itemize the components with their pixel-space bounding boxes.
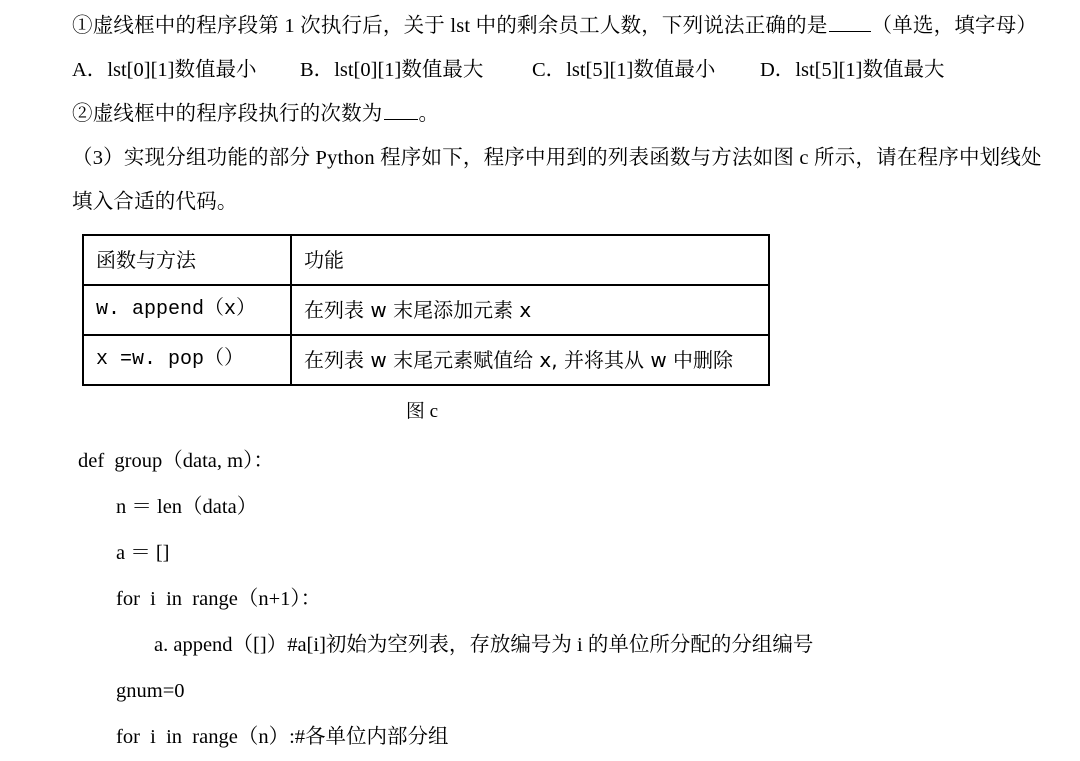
code-line: for i in range（n）:#各单位内部分组	[116, 726, 449, 748]
question-1-blank	[829, 31, 871, 32]
code-line: n ＝ len（data）	[116, 496, 258, 518]
question-2-number: ②	[72, 103, 93, 125]
option-b	[300, 48, 532, 92]
option-d-label: D．	[760, 59, 796, 81]
question-1-text: 虚线框中的程序段第 1 次执行后，关于 lst 中的剩余员工人数，下列说法正确的是	[92, 15, 828, 37]
section-3-line-1: （3）实现分组功能的部分 Python 程序如下，程序中用到的列表函数与方法如图 c 所示，请在程序中划线处	[72, 147, 1042, 169]
option-a-label: A．	[72, 59, 108, 81]
question-2-suffix: 。	[418, 103, 440, 125]
table-cell-description: 在列表 w 末尾添加元素 x	[291, 285, 769, 335]
option-c-label: C．	[532, 59, 567, 81]
code-line: def group（data, m）：	[78, 450, 274, 472]
table-cell-description: 在列表 w 末尾元素赋值给 x, 并将其从 w 中删除	[291, 335, 769, 385]
question-2-line	[72, 92, 1044, 136]
question-1-line	[72, 4, 1044, 48]
table-cell-function: x =w. pop（）	[83, 335, 291, 385]
section-3-line-2: 填入合适的代码。	[72, 191, 238, 213]
option-b-text: lst[0][1]数值最大	[334, 59, 484, 81]
question-2-text: 虚线框中的程序段执行的次数为	[92, 103, 383, 125]
code-block	[72, 438, 1044, 760]
table-header-row	[83, 235, 769, 285]
option-c	[532, 48, 760, 92]
option-a-text: lst[0][1]数值最小	[107, 59, 257, 81]
code-line: gnum=0	[116, 680, 185, 702]
option-c-text: lst[5][1]数值最小	[566, 59, 716, 81]
question-1-options	[72, 48, 1044, 92]
code-line: a ＝ []	[116, 542, 170, 564]
question-1-number: ①	[72, 15, 93, 37]
question-1-suffix: （单选，填字母）	[871, 15, 1038, 37]
option-d	[760, 48, 960, 92]
table-row	[83, 335, 769, 385]
code-line: for i in range（n+1）：	[116, 588, 322, 610]
option-a	[72, 48, 300, 92]
table-header-function: 函数与方法	[83, 235, 291, 285]
figure-caption: 图 c	[405, 401, 439, 422]
function-method-table	[82, 234, 770, 386]
table-row	[83, 285, 769, 335]
option-b-label: B．	[300, 59, 335, 81]
code-line: a. append（[]）#a[i]初始为空列表，存放编号为 i 的单位所分配的分组编号	[154, 634, 814, 656]
table-cell-function: w. append（x）	[83, 285, 291, 335]
option-d-text: lst[5][1]数值最大	[795, 59, 945, 81]
table-header-description: 功能	[291, 235, 769, 285]
question-2-blank	[384, 119, 418, 120]
